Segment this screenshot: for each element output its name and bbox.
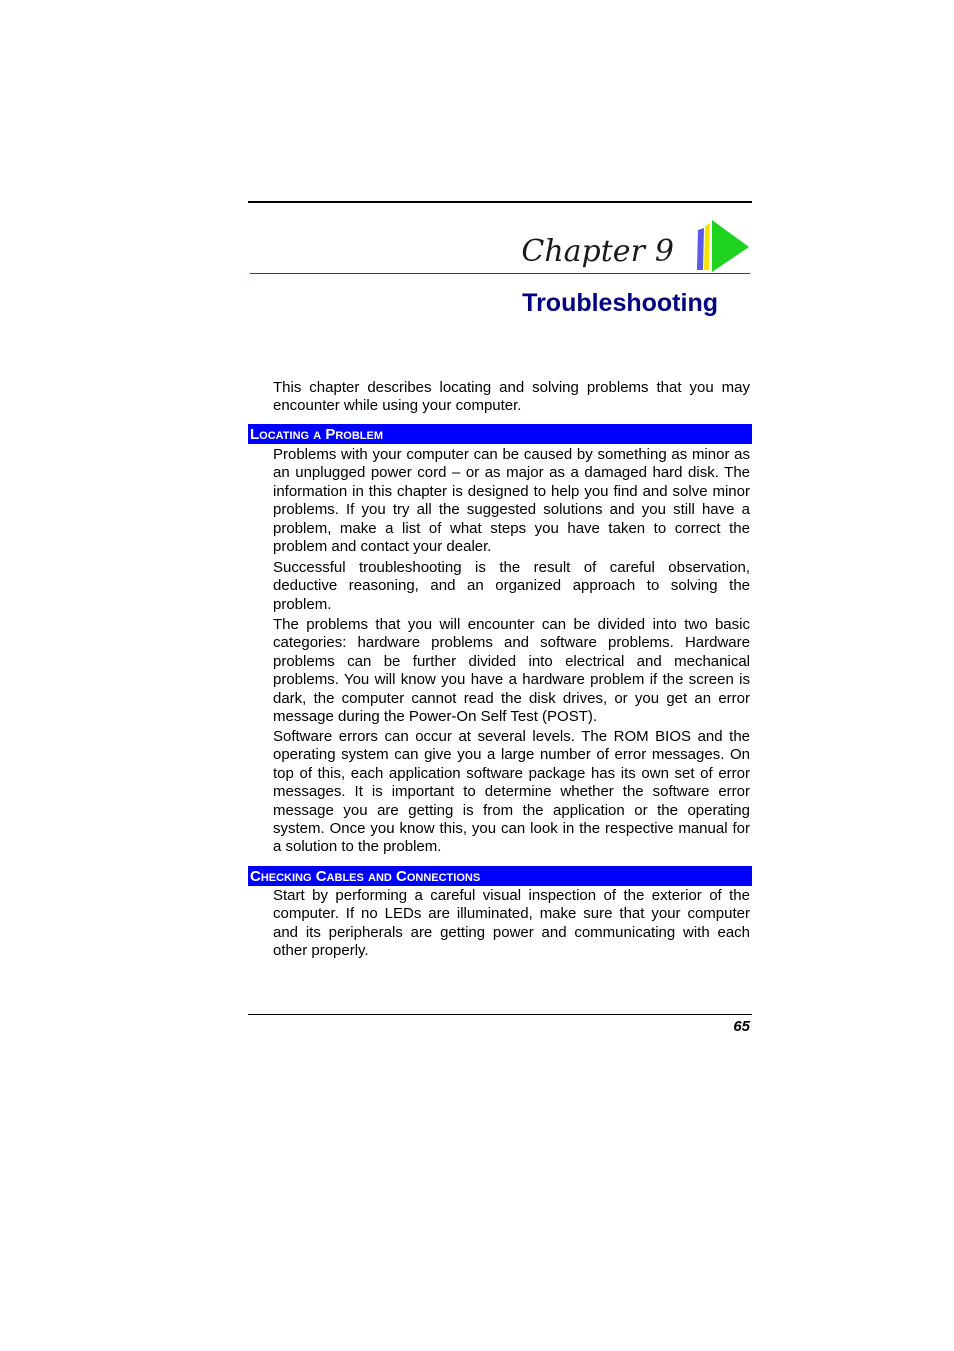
logo-blue-stripe [697,228,704,270]
chapter-word: Chapter [521,234,645,269]
top-rule [248,201,752,203]
page-number: 65 [733,1018,750,1035]
paragraph: Software errors can occur at several levels. The ROM BIOS and the operating system can give you a large number of error messages. On top of this, each application software package has its own set of error messages. It is important to determine whether the software error message you are getting is from the application or the operating system. Once you know this, you can look in the respective manual for a solution to the problem. [273,728,750,856]
paragraph: Start by performing a careful visual inspection of the exterior of the computer. If no LEDs are illuminated, make sure that your computer and its peripherals are getting power and communicating with each other properly. [273,887,750,960]
chapter-number: 9 [654,234,674,269]
red-rule [250,273,750,274]
intro-paragraph: This chapter describes locating and solving problems that you may encounter while using your computer. [273,379,750,415]
section-heading-locating-a-problem: Locating a Problem [248,424,752,444]
chapter-logo-icon [692,220,752,274]
paragraph: Successful troubleshooting is the result of careful observation, deductive reasoning, and an organized approach to solving the problem. [273,559,750,613]
paragraph: Problems with your computer can be caused by something as minor as an unplugged power cord – or as major as a damaged hard disk. The information in this chapter is designed to help you find and solve minor problems. If you try all the suggested solutions and you still have a problem, make a list of what steps you have taken to correct the problem and contact your dealer. [273,446,750,556]
paragraph: The problems that you will encounter can be divided into two basic categories: hardware problems and software problems. Hardware problems can be further divided into electrical and mechanical problems. You will know you have a hardware problem if the screen is dark, the computer cannot read the disk drives, or you get an error message during the Power-On Self Test (POST). [273,616,750,726]
chapter-heading [470,232,674,272]
logo-green-arrow [712,220,749,272]
logo-yellow-stripe [704,223,710,270]
footer-rule [248,1014,752,1015]
chapter-title: Troubleshooting [522,289,718,317]
section-heading-checking-cables: Checking Cables and Connections [248,866,752,886]
